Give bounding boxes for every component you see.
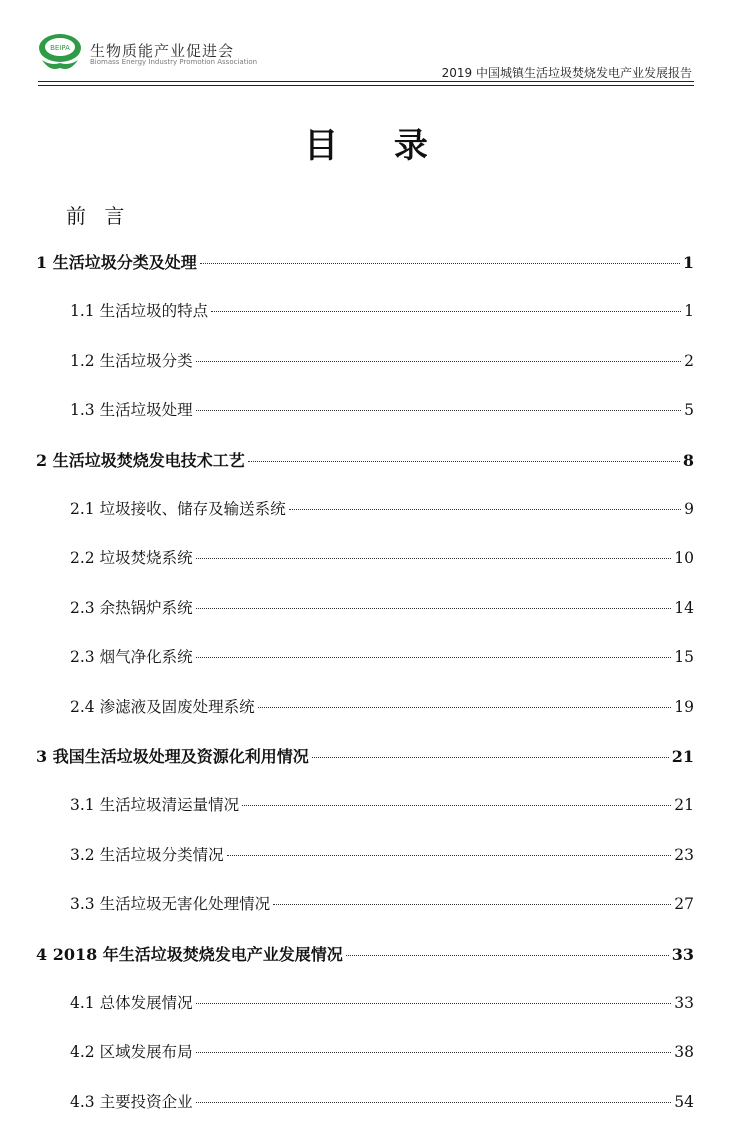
toc-entry-label: 2.3 余热锅炉系统 bbox=[70, 598, 193, 617]
toc-entry-label: 4.3 主要投资企业 bbox=[70, 1092, 193, 1111]
toc-section-entry[interactable] bbox=[0, 497, 732, 525]
toc-section-entry[interactable] bbox=[0, 1040, 732, 1068]
toc-leader-dots bbox=[273, 904, 671, 905]
header-rule bbox=[38, 81, 694, 82]
toc-entry-label: 1.3 生活垃圾处理 bbox=[70, 401, 193, 420]
toc-section-entry[interactable] bbox=[0, 349, 732, 377]
toc-entry-label: 2.3 烟气净化系统 bbox=[70, 648, 193, 667]
report-title: 2019 中国城镇生活垃圾焚烧发电产业发展报告 bbox=[441, 66, 692, 80]
toc-leader-dots bbox=[258, 707, 672, 708]
toc-leader-dots bbox=[346, 955, 669, 956]
svg-text:BEIPA: BEIPA bbox=[50, 44, 70, 52]
toc-entry-label: 1.1 生活垃圾的特点 bbox=[70, 302, 209, 321]
toc-page-number: 1 bbox=[684, 302, 694, 321]
organization-name: 生物质能产业促进会 bbox=[90, 42, 235, 60]
toc-section-entry[interactable] bbox=[0, 695, 732, 723]
toc-page-number: 38 bbox=[674, 1043, 694, 1062]
toc-leader-dots bbox=[248, 461, 680, 462]
toc-leader-dots bbox=[289, 509, 682, 510]
toc-leader-dots bbox=[196, 608, 672, 609]
toc-section-entry[interactable] bbox=[0, 546, 732, 574]
toc-section-entry[interactable] bbox=[0, 1090, 732, 1118]
toc-page-number: 33 bbox=[674, 994, 694, 1012]
toc-leader-dots bbox=[227, 855, 672, 856]
toc-entry-label: 2.4 渗滤液及固废处理系统 bbox=[70, 697, 255, 716]
toc-section-entry[interactable] bbox=[0, 793, 732, 821]
toc-page-number: 5 bbox=[684, 401, 694, 420]
toc-leader-dots bbox=[196, 1052, 672, 1053]
toc-leader-dots bbox=[196, 410, 682, 411]
toc-leader-dots bbox=[196, 1102, 672, 1103]
toc-entry-label: 2.1 垃圾接收、储存及输送系统 bbox=[70, 500, 286, 518]
toc-page-number: 9 bbox=[684, 500, 694, 518]
toc-page-number: 14 bbox=[674, 598, 694, 617]
toc-entry-label: 4.1 总体发展情况 bbox=[70, 994, 193, 1012]
toc-page-number: 21 bbox=[674, 796, 694, 815]
toc-chapter-entry[interactable] bbox=[0, 448, 732, 476]
toc-leader-dots bbox=[242, 805, 671, 806]
toc-page-number: 8 bbox=[682, 450, 694, 470]
toc-section-entry[interactable] bbox=[0, 299, 732, 327]
toc-section-entry[interactable] bbox=[0, 991, 732, 1019]
toc-leader-dots bbox=[312, 757, 669, 758]
toc-entry-label: 2.2 垃圾焚烧系统 bbox=[70, 549, 193, 568]
toc-page-number: 54 bbox=[674, 1092, 694, 1111]
toc-leader-dots bbox=[196, 657, 672, 658]
toc-entry-label: 3 我国生活垃圾处理及资源化利用情况 bbox=[36, 747, 309, 766]
toc-section-entry[interactable] bbox=[0, 596, 732, 624]
header-rule bbox=[38, 85, 694, 86]
toc-entry-label: 1 生活垃圾分类及处理 bbox=[36, 253, 197, 272]
toc-section-entry[interactable] bbox=[0, 843, 732, 871]
toc-page-number: 15 bbox=[674, 648, 694, 667]
toc-page-number: 27 bbox=[674, 895, 694, 914]
organization-name-en: Biomass Energy Industry Promotion Association bbox=[90, 58, 258, 66]
toc-entry-label: 3.3 生活垃圾无害化处理情况 bbox=[70, 895, 271, 914]
toc-section-entry[interactable] bbox=[0, 398, 732, 426]
toc-title: 目 录 bbox=[304, 126, 450, 166]
toc-chapter-entry[interactable] bbox=[0, 250, 732, 278]
toc-entry-label: 4.2 区域发展布局 bbox=[70, 1043, 193, 1062]
page-header bbox=[0, 0, 732, 90]
association-logo bbox=[36, 32, 84, 72]
toc-entry-label: 1.2 生活垃圾分类 bbox=[70, 351, 193, 370]
toc-leader-dots bbox=[196, 361, 682, 362]
toc-section-entry[interactable] bbox=[0, 892, 732, 920]
toc-page-number: 1 bbox=[682, 253, 694, 272]
toc-chapter-entry[interactable] bbox=[0, 942, 732, 970]
toc-page-number: 2 bbox=[684, 351, 694, 370]
toc-entry-label: 3.2 生活垃圾分类情况 bbox=[70, 845, 224, 864]
toc-preface: 前 言 bbox=[66, 204, 131, 228]
toc-page-number: 21 bbox=[671, 747, 694, 766]
toc-leader-dots bbox=[196, 558, 672, 559]
toc-entry-label: 4 2018 年生活垃圾焚烧发电产业发展情况 bbox=[36, 944, 343, 964]
toc-leader-dots bbox=[200, 263, 680, 264]
toc-leader-dots bbox=[211, 311, 681, 312]
toc-entry-label: 3.1 生活垃圾清运量情况 bbox=[70, 796, 240, 815]
toc-entry-label: 2 生活垃圾焚烧发电技术工艺 bbox=[36, 450, 245, 470]
toc-chapter-entry[interactable] bbox=[0, 744, 732, 772]
toc-page-number: 10 bbox=[674, 549, 694, 568]
toc-page-number: 19 bbox=[674, 697, 694, 716]
toc-leader-dots bbox=[196, 1003, 672, 1004]
toc-page-number: 23 bbox=[674, 845, 694, 864]
toc-page-number: 33 bbox=[671, 944, 694, 964]
toc-section-entry[interactable] bbox=[0, 645, 732, 673]
